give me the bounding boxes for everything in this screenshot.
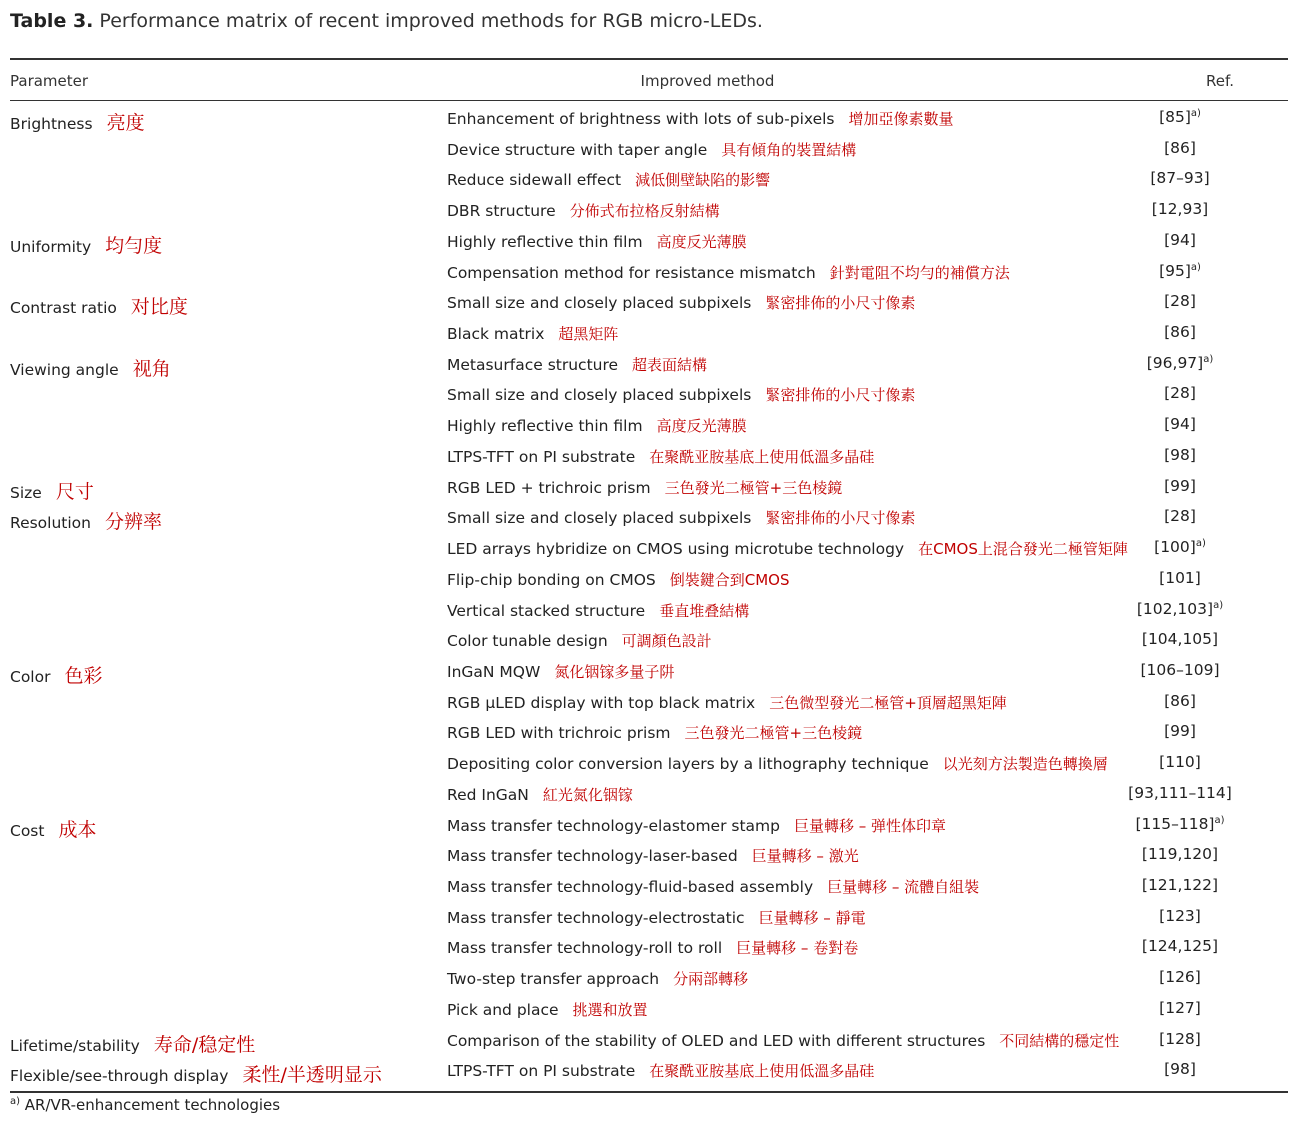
row-ref [1120,968,1240,986]
header-param: Parameter [10,72,89,90]
method-zh: 三色微型發光二極管+頂層超黑矩陣 [769,693,1007,712]
row-ref [1120,354,1240,372]
method-zh: 以光刻方法製造色轉換層 [942,755,1108,774]
header-ref: Ref. [1206,72,1234,90]
row-method [447,292,915,313]
ref-value: [28] [1164,292,1196,311]
row-ref [1120,200,1240,218]
method-zh: 超黑矩阵 [558,325,619,344]
ref-value: [98] [1164,446,1196,465]
table-row [0,994,1296,1025]
method-en: Black matrix [447,325,545,344]
row-parameter [10,507,162,534]
row-ref [1120,169,1240,187]
row-method [447,692,1007,713]
ref-note: a) [1190,108,1201,119]
method-zh: 可調顏色設計 [621,632,712,651]
method-zh: 巨量轉移 – 靜電 [758,908,866,927]
parameter-zh: 成本 [58,818,97,841]
row-ref [1120,292,1240,310]
method-en: Enhancement of brightness with lots of sub-pixels [447,110,835,128]
method-zh: 巨量轉移 – 弹性体印章 [793,816,947,835]
method-en: Comparison of the stability of OLED and LED with different structures [447,1031,986,1050]
parameter-zh: 均勻度 [105,234,163,257]
row-parameter [10,600,24,622]
header-method: Improved method [640,72,775,90]
row-parameter [10,722,24,744]
ref-value: [28] [1164,384,1196,403]
row-method [447,169,770,190]
parameter-zh: 尺寸 [55,480,94,503]
table-row [0,687,1296,718]
caption-label: Table 3. [10,10,94,32]
method-en: Small size and closely placed subpixels [447,509,752,528]
row-ref [1120,722,1240,740]
row-parameter [10,845,24,867]
ref-value: [106–109] [1140,661,1220,680]
table-row [0,441,1296,472]
ref-value: [99] [1164,722,1196,741]
row-parameter [10,999,24,1021]
row-method [447,477,842,498]
row-ref [1120,446,1240,464]
parameter-en: Brightness [10,115,93,133]
ref-value: [119,120] [1141,845,1219,864]
method-en: Flip-chip bonding on CMOS [447,570,656,589]
row-method [447,1030,1119,1051]
ref-value: [121,122] [1141,876,1219,895]
method-en: Vertical stacked structure [447,601,646,620]
row-ref [1120,108,1240,126]
ref-value: [104,105] [1141,630,1219,649]
ref-value: [124,125] [1141,937,1219,956]
ref-value: [93,111–114] [1128,783,1232,802]
row-ref [1120,507,1240,525]
table-row [0,840,1296,871]
table-row [0,410,1296,441]
row-parameter [10,231,162,258]
bottom-rule [10,1091,1288,1093]
row-method [447,999,648,1020]
row-method [447,108,954,129]
method-en: LTPS-TFT on PI substrate [447,1062,636,1081]
method-en: Mass transfer technology-laser-based [447,847,738,866]
row-method [447,784,633,805]
top-rule [10,58,1288,60]
method-zh: 巨量轉移 – 流體自組裝 [827,878,980,896]
row-method [447,722,862,743]
method-en: Small size and closely placed subpixels [447,294,752,313]
row-method [447,815,946,836]
method-zh: 分兩部轉移 [673,970,749,989]
row-ref [1120,231,1240,249]
parameter-zh: 对比度 [130,296,188,319]
row-method [447,446,874,467]
ref-value: [127] [1159,999,1201,1018]
ref-value: [85] [1159,108,1191,127]
method-zh: 巨量轉移 – 卷對卷 [736,939,859,958]
footnote-mark: a) [10,1096,21,1107]
method-zh: 高度反光薄膜 [656,417,747,436]
method-zh: 具有傾角的裝置結構 [721,140,857,159]
table-row [0,533,1296,564]
parameter-en: Uniformity [10,237,92,256]
method-en: RGB µLED display with top black matrix [447,693,756,712]
ref-value: [86] [1164,138,1196,157]
ref-value: [101] [1159,568,1201,587]
row-ref [1120,845,1240,863]
ref-value: [99] [1164,476,1196,495]
row-ref [1120,1030,1240,1048]
row-ref [1120,907,1240,925]
row-ref [1120,999,1240,1017]
table-row [0,472,1296,503]
row-parameter [10,784,24,806]
parameter-zh: 亮度 [106,112,145,134]
table-row [0,902,1296,933]
table-row [0,103,1296,134]
table-row [0,287,1296,318]
method-zh: 在CMOS上混合發光二極管矩陣 [918,540,1128,559]
method-zh: 三色發光二極管+三色棱鏡 [664,478,843,497]
table-row [0,748,1296,779]
row-ref [1120,477,1240,495]
ref-note: a) [1190,261,1201,273]
row-parameter [10,415,24,437]
row-method [447,876,979,897]
ref-value: [123] [1159,906,1201,925]
row-method [447,354,707,375]
method-zh: 減低側壁缺陷的影響 [635,171,771,190]
row-method [447,907,866,928]
row-method [447,968,748,989]
parameter-zh: 柔性/半透明显示 [242,1064,382,1087]
table-row [0,349,1296,380]
ref-value: [110] [1159,753,1201,772]
ref-value: [94] [1164,415,1196,434]
method-en: LED arrays hybridize on CMOS using microtube technology [447,540,905,559]
parameter-en: Lifetime/stability [10,1036,140,1055]
row-method [447,415,747,436]
table-row [0,164,1296,195]
method-zh: 針對電阻不均勻的補償方法 [829,263,1010,282]
row-ref [1120,139,1240,157]
method-en: Pick and place [447,1000,559,1019]
method-zh: 倒裝鍵合到CMOS [669,570,790,589]
parameter-en: Flexible/see-through display [10,1067,229,1086]
method-en: Device structure with taper angle [447,140,708,159]
method-zh: 增加亞像素數量 [848,110,954,128]
row-parameter [10,354,171,381]
row-method [447,231,747,252]
row-method [447,262,1010,283]
row-method [447,753,1108,774]
row-method [447,630,712,651]
ref-value: [126] [1159,968,1201,987]
parameter-en: Resolution [10,514,91,533]
row-ref [1120,630,1240,648]
table-row [0,1055,1296,1086]
parameter-zh: 寿命/稳定性 [153,1033,256,1056]
method-en: Color tunable design [447,632,608,651]
ref-value: [28] [1164,507,1196,526]
table-row [0,134,1296,165]
row-method [447,538,1128,559]
row-parameter [10,139,24,161]
parameter-zh: 分辨率 [105,511,163,534]
row-parameter [10,815,96,842]
method-en: Compensation method for resistance mismatch [447,263,816,282]
row-ref [1120,876,1240,894]
method-zh: 氮化铟镓多量子阱 [554,662,675,681]
row-ref [1120,661,1240,679]
row-parameter [10,661,102,688]
caption-text: Performance matrix of recent improved methods for RGB micro-LEDs. [93,10,763,32]
table-row [0,779,1296,810]
row-method [447,661,674,682]
row-parameter [10,200,24,222]
method-zh: 巨量轉移 – 激光 [751,847,859,866]
parameter-en: Contrast ratio [10,299,117,318]
method-en: Mass transfer technology-roll to roll [447,939,723,958]
ref-note: a) [1213,599,1224,611]
row-parameter [10,753,24,775]
table-row [0,810,1296,841]
row-method [447,507,915,528]
row-parameter [10,323,24,345]
table-caption [10,10,763,32]
ref-value: [95] [1159,261,1191,280]
method-en: Metasurface structure [447,355,619,374]
method-en: Two-step transfer approach [447,970,660,989]
method-zh: 不同結構的穩定性 [999,1031,1120,1050]
parameter-en: Cost [10,821,45,840]
ref-note: a) [1195,538,1206,550]
ref-value: [94] [1164,231,1196,250]
row-parameter [10,538,24,560]
table-row [0,257,1296,288]
method-en: Highly reflective thin film [447,417,643,436]
row-ref [1120,1060,1240,1078]
parameter-en: Viewing angle [10,360,119,379]
method-zh: 分佈式布拉格反射結構 [569,202,720,221]
row-ref [1120,692,1240,710]
method-en: Mass transfer technology-fluid-based assembly [447,878,814,896]
row-method [447,200,720,221]
row-ref [1120,262,1240,280]
method-en: Mass transfer technology-elastomer stamp [447,816,780,835]
row-ref [1120,815,1240,833]
ref-value: [115–118] [1135,814,1215,833]
method-en: RGB LED + trichroic prism [447,478,651,497]
method-en: Reduce sidewall effect [447,171,622,190]
ref-value: [12,93] [1151,200,1209,219]
ref-value: [102,103] [1136,599,1214,618]
table-row [0,717,1296,748]
ref-value: [86] [1164,323,1196,342]
row-parameter [10,937,24,959]
row-parameter [10,292,188,319]
parameter-zh: 视角 [132,357,171,380]
method-en: DBR structure [447,202,556,221]
header-rule [10,100,1288,101]
ref-value: [128] [1159,1029,1201,1048]
row-parameter [10,1060,382,1087]
method-zh: 在聚酰亚胺基底上使用低溫多晶硅 [649,447,875,466]
row-method [447,139,856,160]
method-en: Red InGaN [447,785,529,804]
row-parameter [10,907,24,929]
table-row [0,564,1296,595]
table-row [0,625,1296,656]
row-method [447,1060,874,1081]
parameter-en: Color [10,667,51,686]
row-method [447,569,789,590]
row-parameter [10,876,24,898]
row-parameter [10,569,24,591]
ref-note: a) [1203,353,1214,365]
table-row [0,226,1296,257]
row-ref [1120,323,1240,341]
table-row [0,963,1296,994]
row-parameter [10,108,145,135]
row-ref [1120,538,1240,556]
row-ref [1120,784,1240,802]
row-parameter [10,692,24,714]
row-parameter [10,446,24,468]
row-parameter [10,477,94,504]
method-en: Depositing color conversion layers by a lithography technique [447,755,929,774]
method-zh: 在聚酰亚胺基底上使用低溫多晶硅 [649,1062,875,1081]
row-method [447,384,915,405]
method-en: LTPS-TFT on PI substrate [447,447,636,466]
row-ref [1120,753,1240,771]
table-row [0,1025,1296,1056]
method-en: Mass transfer technology-electrostatic [447,908,745,927]
footnote [10,1096,280,1114]
footnote-text: AR/VR-enhancement technologies [20,1096,281,1114]
table-row [0,871,1296,902]
ref-value: [98] [1164,1060,1196,1079]
table-row [0,379,1296,410]
table-row [0,195,1296,226]
method-zh: 緊密排佈的小尺寸像素 [765,294,916,313]
method-zh: 紅光氮化铟镓 [542,785,633,804]
ref-value: [100] [1154,538,1196,557]
row-ref [1120,937,1240,955]
parameter-en: Size [10,483,42,502]
method-en: InGaN MQW [447,662,541,681]
row-parameter [10,968,24,990]
table-row [0,595,1296,626]
table-row [0,502,1296,533]
method-en: Small size and closely placed subpixels [447,386,752,405]
parameter-zh: 色彩 [64,664,103,687]
row-ref [1120,600,1240,618]
row-parameter [10,384,24,406]
ref-value: [96,97] [1146,353,1204,372]
row-ref [1120,415,1240,433]
method-zh: 垂直堆叠結構 [659,601,750,620]
table-row [0,932,1296,963]
method-en: Highly reflective thin film [447,232,643,251]
method-zh: 三色發光二極管+三色棱鏡 [684,724,863,743]
ref-note: a) [1214,814,1225,826]
row-parameter [10,630,24,652]
method-zh: 高度反光薄膜 [656,232,747,251]
row-parameter [10,169,24,191]
row-parameter [10,262,24,284]
row-parameter [10,1030,255,1057]
method-zh: 超表面結構 [632,355,708,374]
method-en: RGB LED with trichroic prism [447,724,671,743]
row-method [447,600,749,621]
row-method [447,323,618,344]
table-row [0,318,1296,349]
ref-value: [87–93] [1150,169,1210,188]
row-method [447,937,858,958]
table-row [0,656,1296,687]
row-method [447,845,859,866]
row-ref [1120,569,1240,587]
method-zh: 挑選和放置 [572,1000,648,1019]
method-zh: 緊密排佈的小尺寸像素 [765,386,916,405]
method-zh: 緊密排佈的小尺寸像素 [765,509,916,528]
row-ref [1120,384,1240,402]
ref-value: [86] [1164,691,1196,710]
